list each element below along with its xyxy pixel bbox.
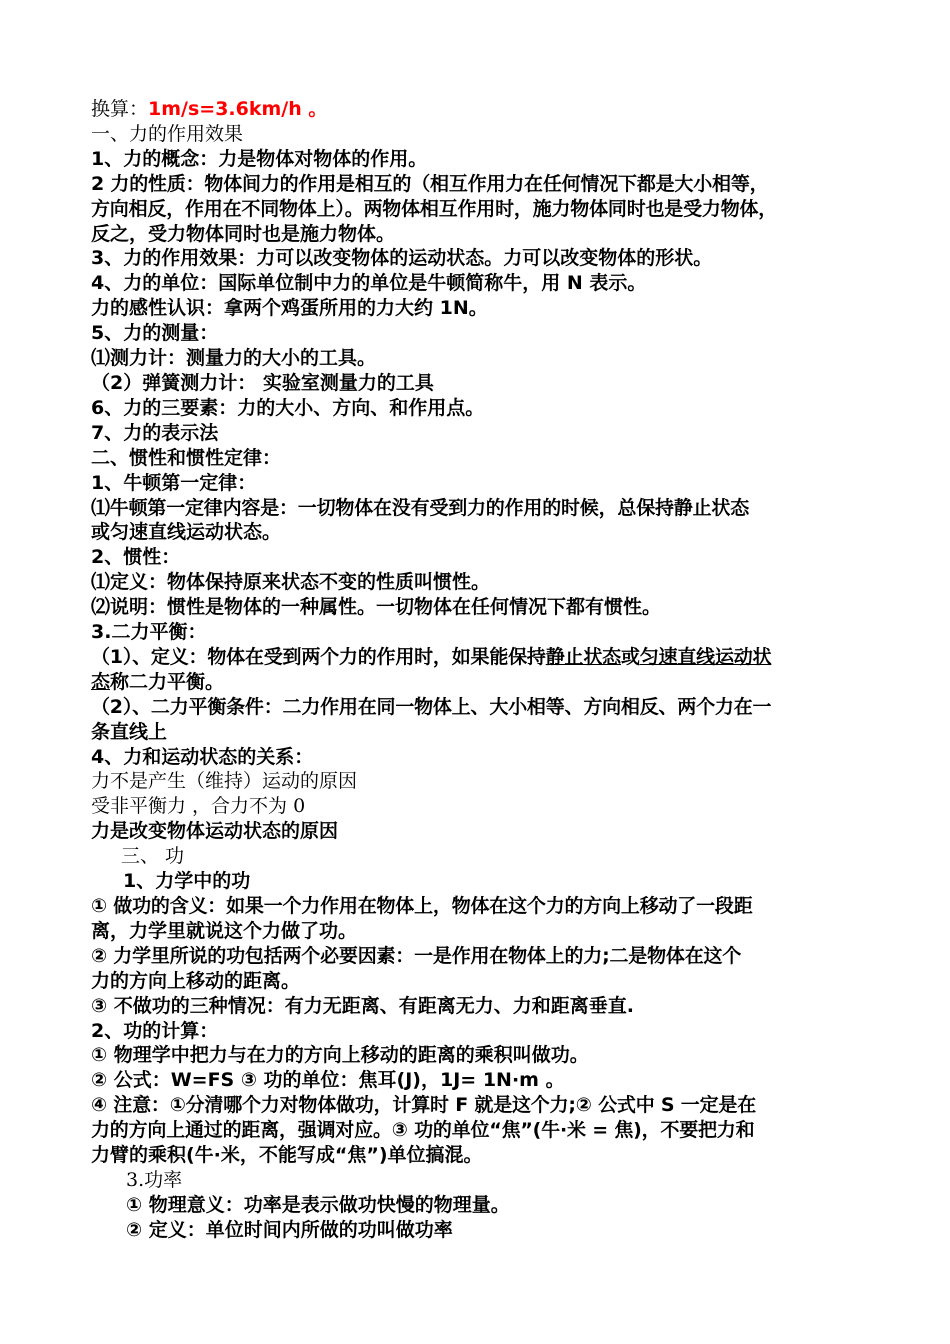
subheading: 3.功率	[126, 1168, 183, 1191]
text-line: 力臂的乘积(牛·米，不能写成“焦”)单位搞混。	[91, 1144, 483, 1167]
text-line: ⑴测力计：测量力的大小的工具。	[91, 347, 377, 370]
text-line: ② 公式：W=FS ③ 功的单位：焦耳(J)，1J= 1N·m 。	[91, 1069, 565, 1092]
text-line: ② 定义：单位时间内所做的功叫做功率	[126, 1218, 453, 1241]
section-heading-inertia: 二、惯性和惯性定律：	[91, 446, 282, 469]
text-line: （2）弹簧测力计： 实验室测量力的工具	[91, 371, 434, 394]
conversion-value: 1m/s=3.6km/h 。	[148, 98, 328, 120]
text-line: 力的方向上移动的距离。	[91, 969, 301, 992]
text-line: 力不是产生（维持）运动的原因	[91, 770, 358, 793]
text-line: 方向相反，作用在不同物体上）。两物体相互作用时，施力物体同时也是受力物体，	[91, 197, 778, 220]
text-line: ① 做功的含义：如果一个力作用在物体上，物体在这个力的方向上移动了一段距	[91, 895, 753, 917]
section-heading-work: 三、 功	[121, 845, 185, 868]
text-line: 5、力的测量：	[91, 322, 219, 345]
text-fragment: 称二力平衡。	[110, 670, 225, 693]
section-heading-force-effects: 一、力的作用效果	[91, 122, 244, 145]
underlined-term: 静止状态	[545, 645, 621, 668]
underlined-term: 匀速直线运动状	[639, 645, 772, 668]
text-line: ② 力学里所说的功包括两个必要因素：一是作用在物体上的力;二是物体在这个	[91, 944, 742, 967]
text-line: （2）、二力平衡条件：二力作用在同一物体上、大小相等、方向相反、两个力在一	[91, 695, 772, 718]
balance-definition-line	[91, 645, 871, 670]
text-line: 4、力的单位：国际单位制中力的单位是牛顿简称牛，用 N 表示。	[91, 272, 647, 295]
text-line: ⑵说明：惯性是物体的一种属性。一切物体在任何情况下都有惯性。	[91, 596, 662, 619]
text-line: 3.二力平衡：	[91, 621, 207, 644]
underlined-term: 态	[91, 670, 111, 693]
text-fragment: （1）、定义：物体在受到两个力的作用时，如果能保持	[91, 645, 546, 668]
conversion-label: 换算：	[91, 98, 149, 120]
text-line: 2 力的性质：物体间力的作用是相互的（相互作用力在任何情况下都是大小相等，	[91, 172, 769, 195]
text-line: 7、力的表示法	[91, 421, 219, 444]
text-line: ③ 不做功的三种情况：有力无距离、有距离无力、力和距离垂直.	[91, 994, 634, 1017]
text-line: ① 物理学中把力与在力的方向上移动的距离的乘积叫做功。	[91, 1044, 589, 1067]
text-line: 1、牛顿第一定律：	[91, 471, 257, 494]
text-line: ① 物理意义：功率是表示做功快慢的物理量。	[126, 1193, 510, 1216]
text-line: 力的感性认识：拿两个鸡蛋所用的力大约 1N。	[91, 297, 488, 320]
text-line: 1、力的概念：力是物体对物体的作用。	[91, 147, 428, 170]
unit-conversion-line	[91, 97, 871, 122]
text-line: ④ 注意：①分清哪个力对物体做功，计算时 F 就是这个力;② 公式中 S 一定是在	[91, 1094, 757, 1117]
text-line: 4、力和运动状态的关系：	[91, 745, 314, 768]
balance-definition-continuation	[91, 670, 871, 695]
text-line: 6、力的三要素：力的大小、方向、和作用点。	[91, 396, 485, 419]
text-line: 离，力学里就说这个力做了功。	[91, 919, 358, 942]
text-line: 反之，受力物体同时也是施力物体。	[91, 222, 396, 245]
text-line: ⑴牛顿第一定律内容是：一切物体在没有受到力的作用的时候，总保持静止状态	[91, 496, 750, 519]
text-line: 条直线上	[91, 720, 168, 743]
text-line: ⑴定义：物体保持原来状态不变的性质叫惯性。	[91, 571, 491, 594]
text-line: 2、功的计算：	[91, 1019, 219, 1042]
subheading: 1、力学中的功	[123, 870, 251, 893]
text-line: 力是改变物体运动状态的原因	[91, 820, 339, 843]
text-fragment: 或	[620, 645, 640, 668]
text-line: 2、惯性：	[91, 546, 181, 569]
text-line: 受非平衡力 ，合力不为 0	[91, 795, 306, 818]
document-page	[91, 97, 871, 1243]
text-line: 或匀速直线运动状态。	[91, 521, 282, 544]
text-line: 力的方向上通过的距离，强调对应。③ 功的单位“焦”(牛·米 = 焦)，不要把力和	[91, 1119, 755, 1142]
text-line: 3、力的作用效果：力可以改变物体的运动状态。力可以改变物体的形状。	[91, 247, 713, 270]
